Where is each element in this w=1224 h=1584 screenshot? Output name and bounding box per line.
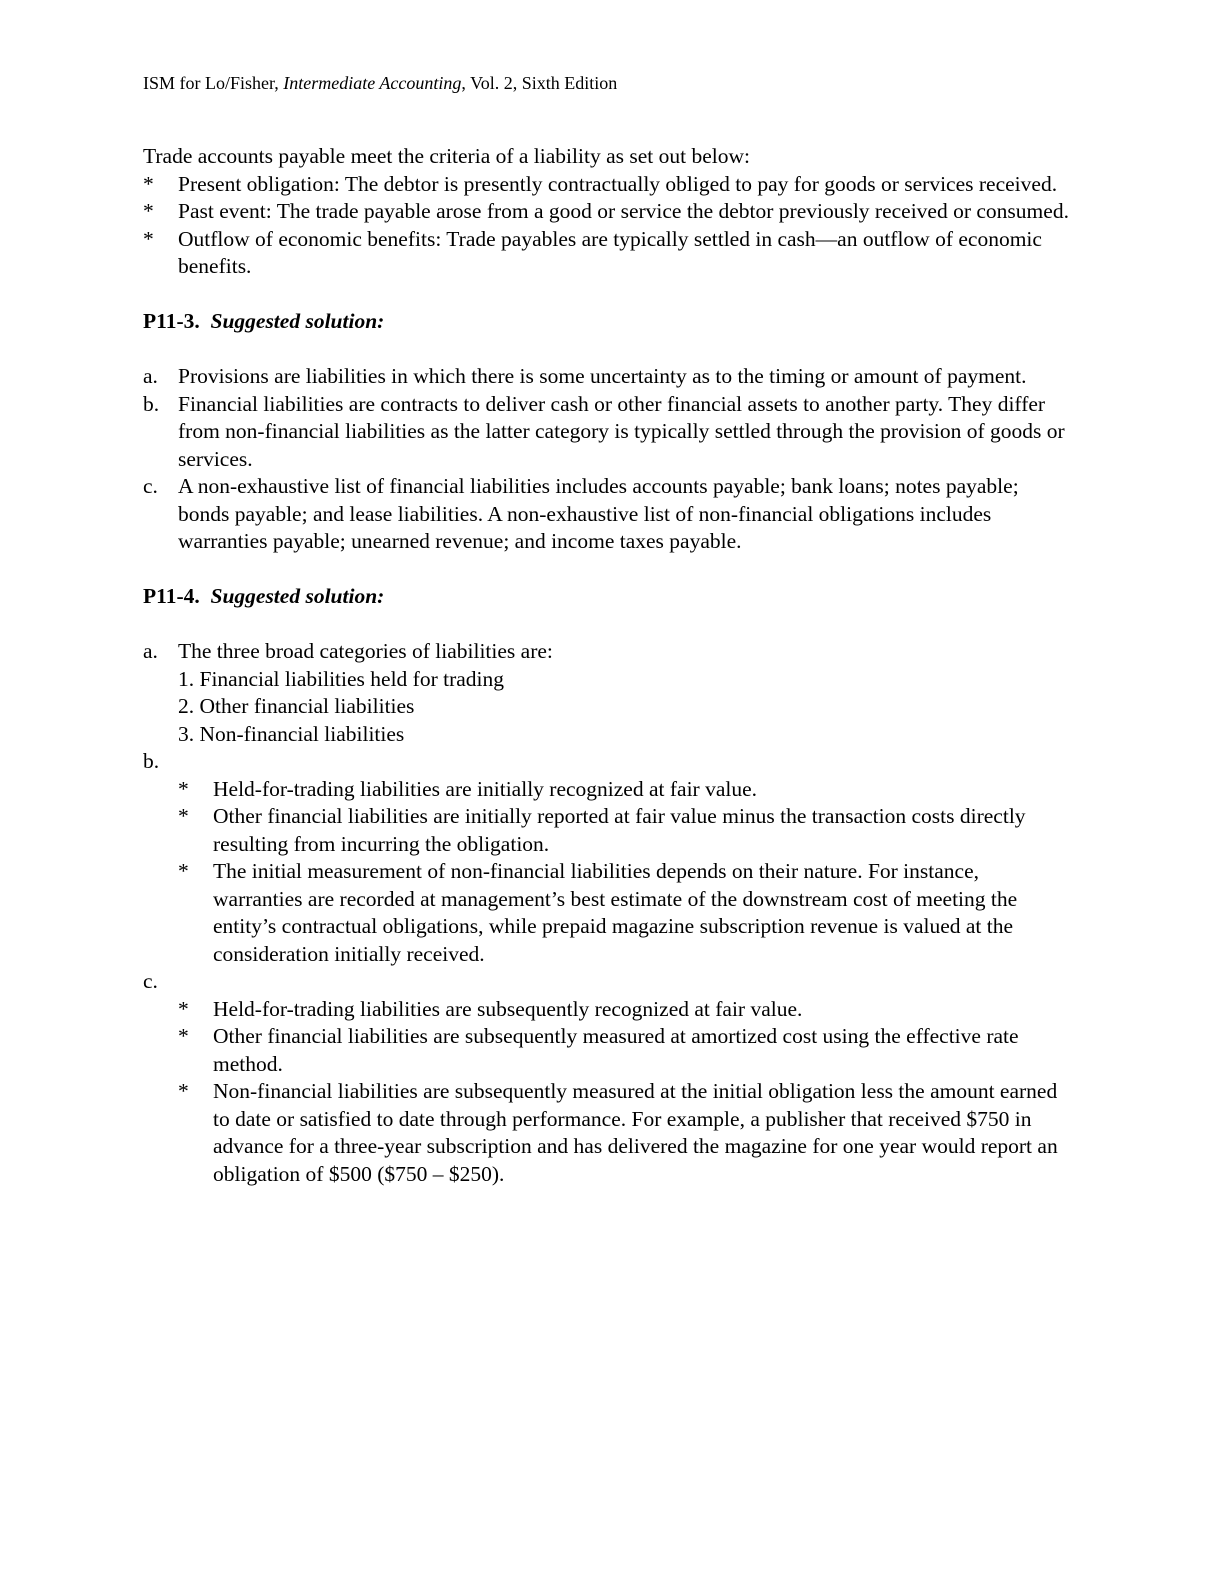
category-item: 2. Other financial liabilities: [178, 694, 415, 718]
bullet-text: Held-for-trading liabilities are initially recognized at fair value.: [213, 776, 758, 801]
c-bullet-3: [178, 1078, 1073, 1188]
p11-3-item-a: [143, 363, 1073, 391]
bullet-text: Present obligation: The debtor is presently contractually obliged to pay for goods or services received.: [178, 171, 1058, 196]
bullet-marker: *: [178, 1024, 189, 1048]
bullet-marker: *: [178, 1079, 189, 1103]
bullet-marker: *: [143, 226, 154, 251]
category-list: [143, 666, 1073, 749]
p11-3-item-b: [143, 391, 1073, 474]
header-suffix: , Vol. 2, Sixth Edition: [461, 73, 618, 93]
problem-label: Suggested solution:: [210, 309, 385, 333]
category-item: 1. Financial liabilities held for trading: [178, 666, 505, 691]
bullet-text: Outflow of economic benefits: Trade payables are typically settled in cash—an outflow of economic benefits.: [178, 226, 1042, 278]
p11-4-item-a: [143, 638, 1073, 666]
item-text: A non-exhaustive list of financial liabilities includes accounts payable; bank loans; notes payable; bonds payable; and lease liabilities. A non-exhaustive list of non-financial obligations includes warranties payable; unearned revenue; and income taxes payable.: [178, 474, 1019, 553]
bullet-text: Past event: The trade payable arose from a good or service the debtor previously received or consumed.: [178, 199, 1069, 223]
bullet-text: The initial measurement of non-financial liabilities depends on their nature. For instance, warranties are recorded at management’s best estimate of the downstream cost of meeting the entity’s contractual obligations, while prepaid magazine subscription revenue is valued at the consideration initially received.: [213, 859, 1018, 966]
c-bullet-1: [178, 996, 1073, 1024]
item-text: Financial liabilities are contracts to deliver cash or other financial assets to another party. They differ from non-financial liabilities as the latter category is typically settled through the provision of goods or services.: [178, 391, 1065, 471]
problem-number: P11-4.: [143, 584, 200, 608]
bullet-text: Non-financial liabilities are subsequently measured at the initial obligation less the amount earned to date or satisfied to date through performance. For example, a publisher that received $750 in advance for a three-year subscription and has delivered the magazine for one year would report an obligation of $500 ($750 – $250).: [213, 1079, 1058, 1186]
intro-lead: Trade accounts payable meet the criteria of a liability as set out below:: [143, 144, 750, 168]
p11-4-b-bullets: [143, 776, 1073, 969]
p11-4-c-bullets: [143, 996, 1073, 1189]
header-prefix: ISM for Lo/Fisher,: [143, 73, 284, 93]
problem-label: Suggested solution:: [210, 584, 385, 608]
b-bullet-3: [178, 858, 1073, 968]
item-marker: c.: [143, 474, 158, 498]
bullet-marker: *: [178, 859, 189, 883]
bullet-text: Other financial liabilities are initially reported at fair value minus the transaction costs directly resulting from incurring the obligation.: [213, 804, 1026, 856]
intro-bullet-1: [143, 171, 1073, 199]
intro-bullet-3: [143, 226, 1073, 281]
heading-p11-4: [143, 583, 1073, 611]
bullet-marker: *: [178, 996, 189, 1021]
intro-bullet-2: [143, 198, 1073, 226]
item-text: The three broad categories of liabilities are:: [178, 639, 553, 663]
p11-3-item-c: [143, 473, 1073, 556]
bullet-text: Other financial liabilities are subsequently measured at amortized cost using the effective rate method.: [213, 1024, 1019, 1076]
item-marker: a.: [143, 639, 158, 663]
item-marker: a.: [143, 364, 158, 388]
item-marker-b: b.: [143, 749, 160, 773]
bullet-marker: *: [178, 804, 189, 828]
item-marker-c: c.: [143, 969, 158, 993]
bullet-marker: *: [143, 171, 154, 196]
item-text: Provisions are liabilities in which there is some uncertainty as to the timing or amount of payment.: [178, 364, 1027, 388]
c-bullet-2: [178, 1023, 1073, 1078]
heading-p11-3: [143, 308, 1073, 336]
item-marker: b.: [143, 391, 160, 416]
bullet-marker: *: [178, 776, 189, 801]
header-book-title: Intermediate Accounting: [283, 73, 462, 93]
b-bullet-2: [178, 803, 1073, 858]
running-header: [143, 70, 617, 96]
problem-number: P11-3.: [143, 309, 200, 333]
category-item: 3. Non-financial liabilities: [178, 721, 405, 746]
bullet-text: Held-for-trading liabilities are subsequently recognized at fair value.: [213, 996, 803, 1021]
document-body: [143, 143, 1073, 1188]
bullet-marker: *: [143, 199, 154, 223]
b-bullet-1: [178, 776, 1073, 804]
